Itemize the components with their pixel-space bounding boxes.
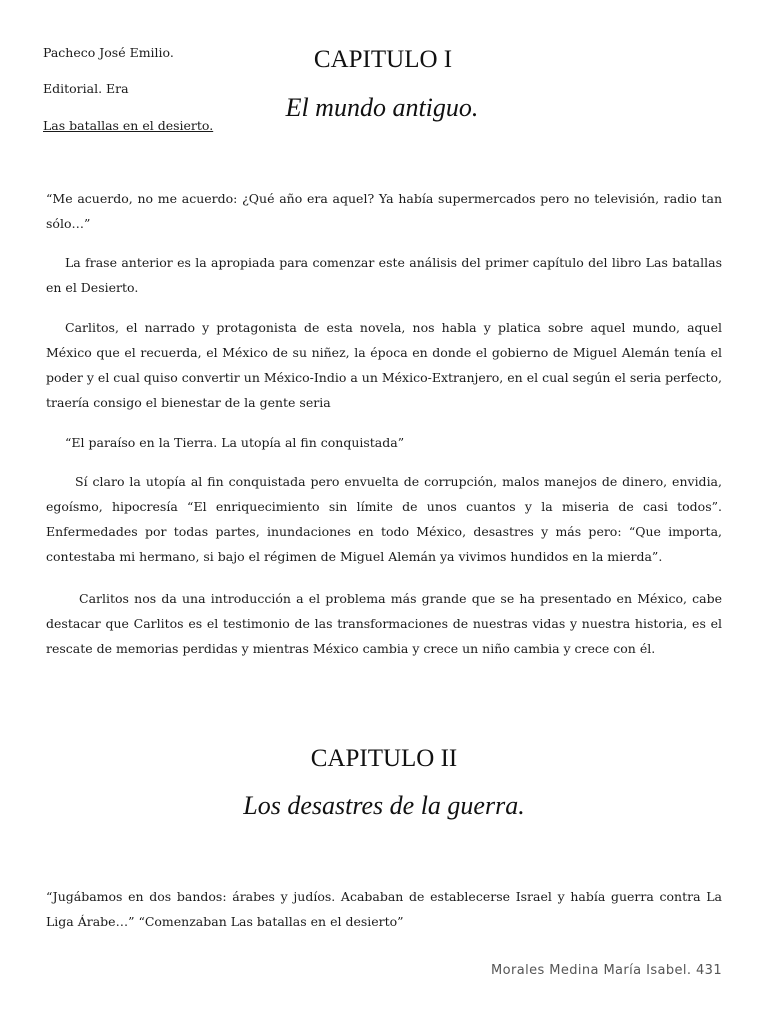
publisher-name: Editorial. Era xyxy=(43,81,129,96)
page-footer: Morales Medina María Isabel. 431 xyxy=(491,963,722,978)
book-title: Las batallas en el desierto. xyxy=(43,118,214,133)
paragraph: Sí claro la utopía al fin conquistada pero envuelta de corrupción, malos manejos de dinero, envidia, egoísmo, hipocresía “El enriquecimiento sin límite de unos cuantos y la miseria de casi todos”. Enfermedades por todas partes, inundaciones en todo México, desastres y más pero: “Que importa, contestaba mi hermano, si bajo el régimen de Miguel Alemán ya vivimos hundidos en la mierda”. xyxy=(46,474,722,564)
paragraph: Carlitos nos da una introducción a el problema más grande que se ha presentado en México, cabe destacar que Carlitos es el testimonio de las transformaciones de nuestras vidas y nuestra historia, es el rescate de memorias perdidas y mientras México cambia y crece un niño cambia y crece con él. xyxy=(46,591,722,656)
paragraph: “El paraíso en la Tierra. La utopía al fin conquistada” xyxy=(65,435,405,450)
chapter-2-subtitle: Los desastres de la guerra. xyxy=(243,791,525,820)
author-name: Pacheco José Emilio. xyxy=(43,45,174,60)
chapter-2-title: CAPITULO II xyxy=(310,745,458,772)
paragraph: Carlitos, el narrado y protagonista de esta novela, nos habla y platica sobre aquel mundo, aquel México que el recuerda, el México de su niñez, la época en donde el gobierno de Miguel Alemán tenía el poder y el cual quiso convertir un México-Indio a un México-Extranjero, en el cual según el seria perfecto, traería consigo el bienestar de la gente seria xyxy=(46,320,722,410)
paragraph: La frase anterior es la apropiada para comenzar este análisis del primer capítulo del libro Las batallas en el Desierto. xyxy=(46,255,722,295)
chapter-1-title-text: CAPITULO I xyxy=(313,46,453,73)
chapter-1-subtitle-text: El mundo antiguo. xyxy=(285,93,479,122)
paragraph: “Jugábamos en dos bandos: árabes y judíos. Acababan de establecerse Israel y había guerra contra La Liga Árabe…” “Comenzaban Las batallas en el desierto” xyxy=(46,889,722,929)
paragraph: “Me acuerdo, no me acuerdo: ¿Qué año era aquel? Ya había supermercados pero no televisión, radio tan sólo…” xyxy=(46,191,722,231)
